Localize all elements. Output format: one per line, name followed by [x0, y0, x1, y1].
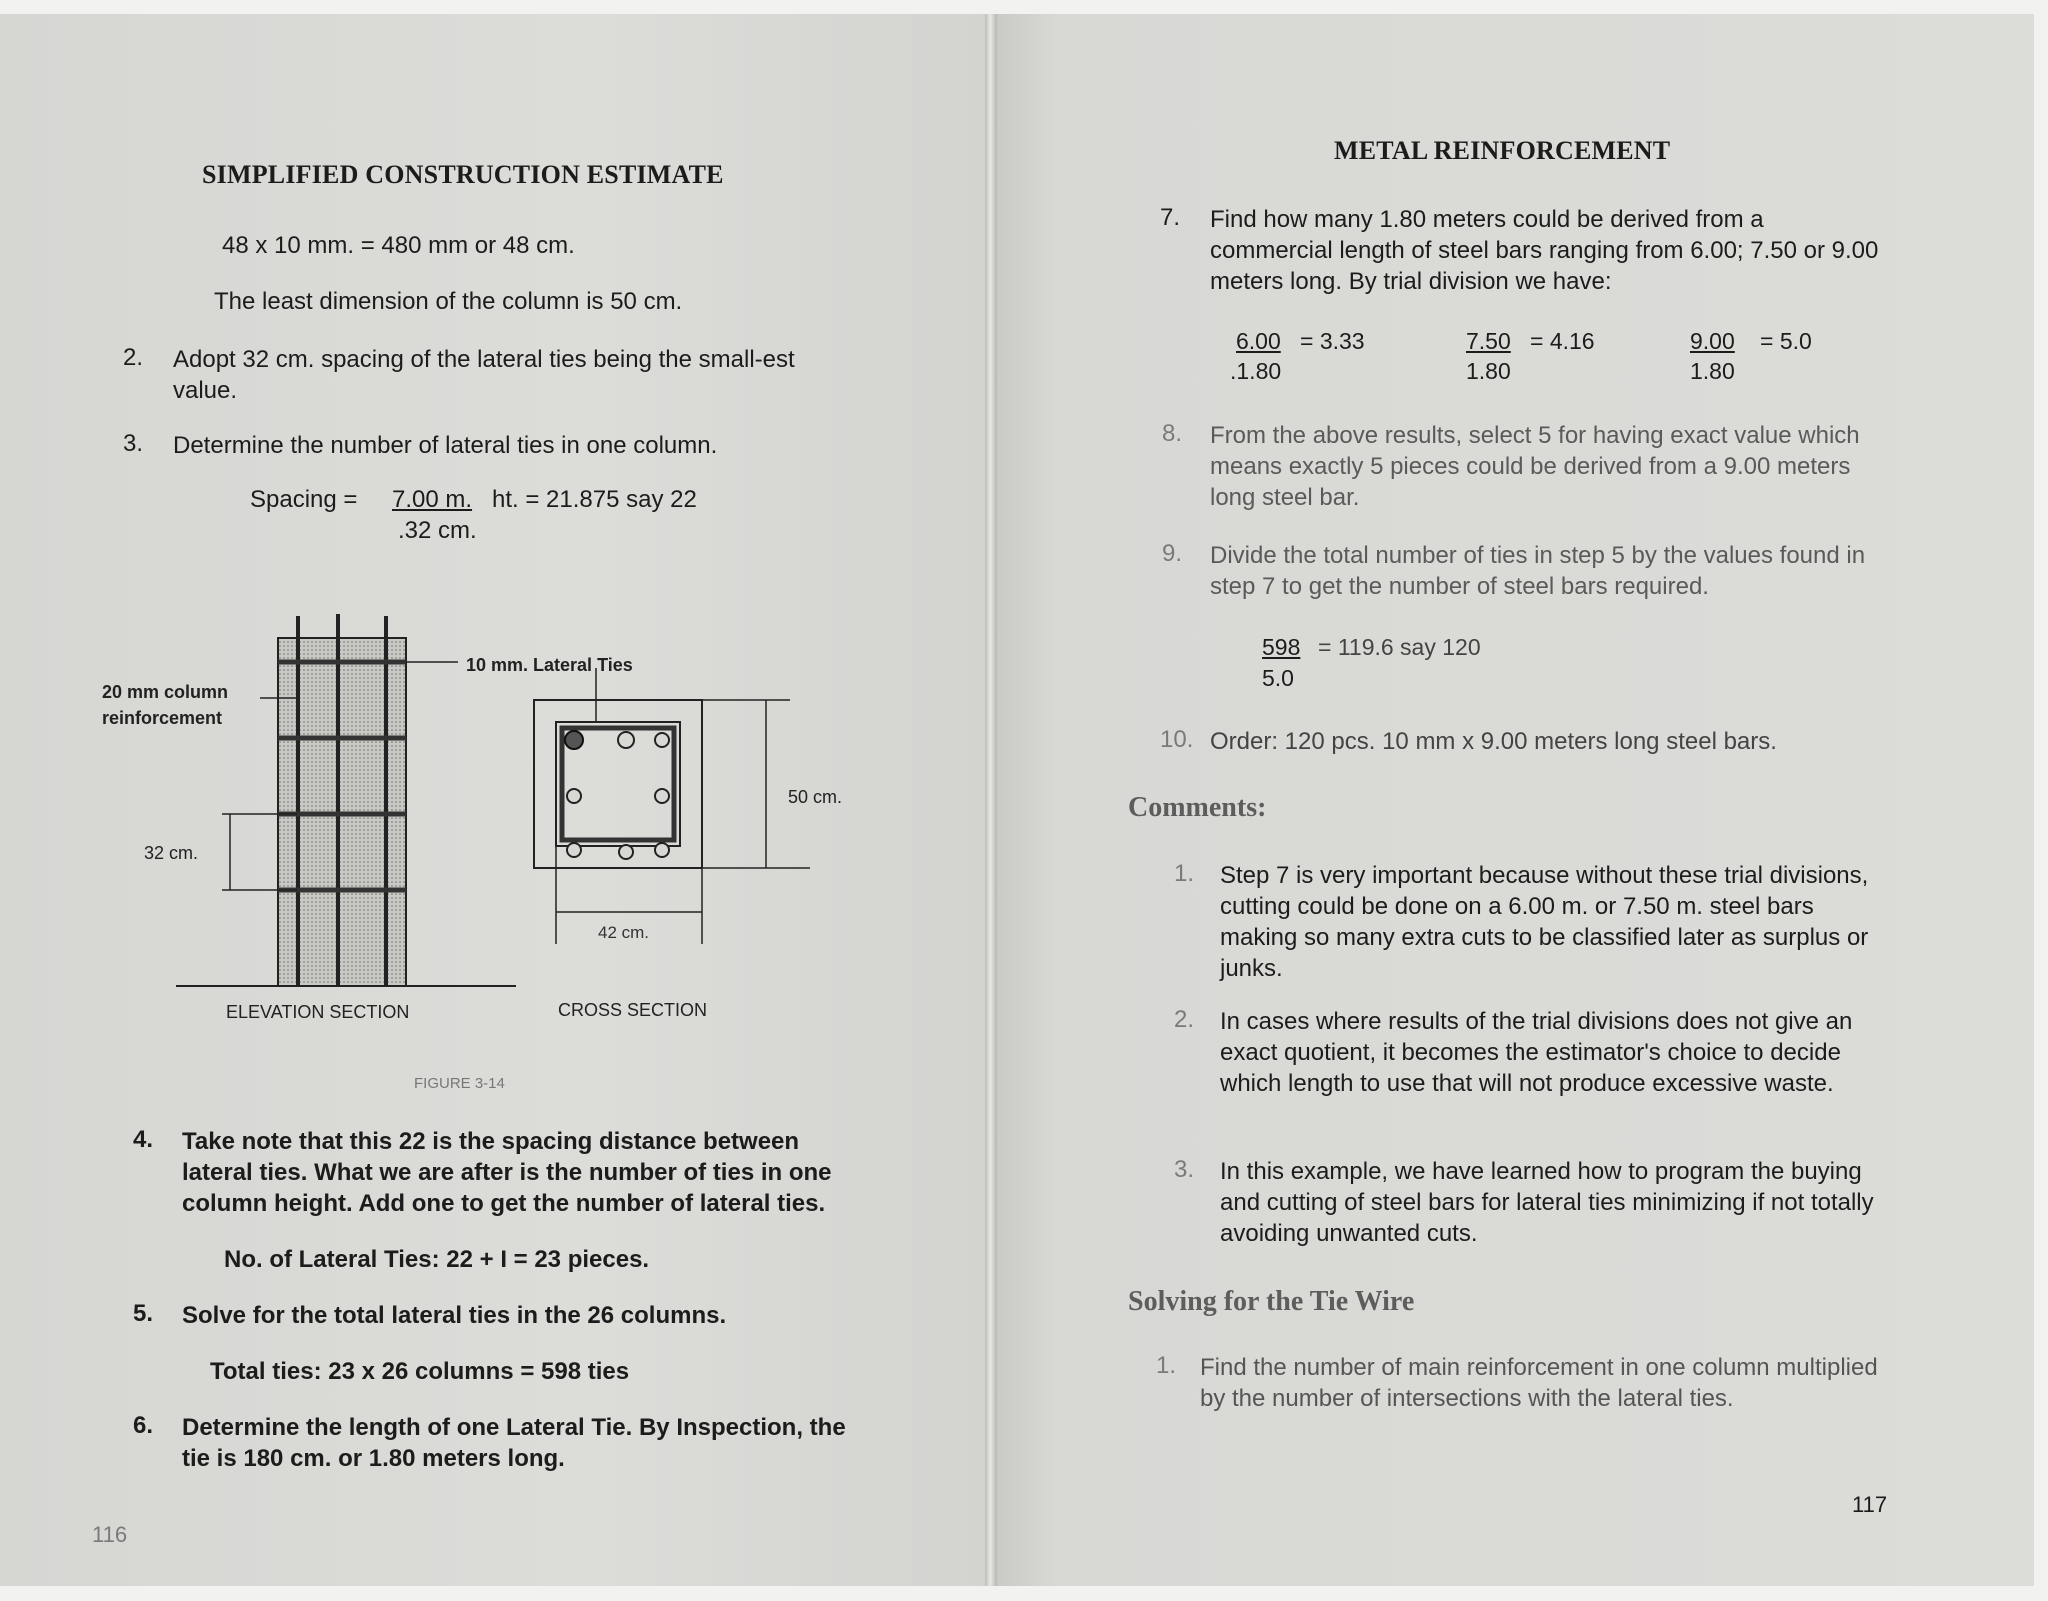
- right-page-header: METAL REINFORCEMENT: [1334, 136, 1671, 165]
- tie-wire-step-1-text: Find the number of main reinforcement in one column multiplied by the number of intersections with the lateral ties.: [1200, 1354, 1878, 1412]
- label-cross-section: CROSS SECTION: [558, 1000, 708, 1020]
- step-5-number: 5.: [133, 1300, 154, 1327]
- spacing-denominator: .32 cm.: [398, 517, 477, 544]
- fraction-2-result: = 4.16: [1530, 328, 1595, 354]
- spacing-numerator: 7.00 m.: [392, 486, 473, 513]
- label-column-reinforcement-1: 20 mm column: [102, 682, 229, 702]
- step-4-number: 4.: [133, 1126, 154, 1153]
- step-8-number: 8.: [1162, 420, 1183, 447]
- step-9-text: Divide the total number of ties in step 5 by the values found in step 7 to get the number of steel bars required.: [1210, 542, 1866, 600]
- comment-1-number: 1.: [1174, 860, 1195, 887]
- step-8-text: From the above results, select 5 for having exact value which means exactly 5 pieces could be derived from a 9.00 meters long steel bar.: [1210, 422, 1860, 511]
- left-page-number: 116: [92, 1522, 128, 1547]
- fraction-1-numerator: 6.00: [1236, 328, 1281, 354]
- lateral-ties-count: No. of Lateral Ties: 22 + I = 23 pieces.: [224, 1246, 650, 1273]
- label-42-cm: 42 cm.: [598, 923, 650, 942]
- left-page-header: SIMPLIFIED CONSTRUCTION ESTIMATE: [202, 160, 724, 189]
- comments-heading: Comments:: [1128, 792, 1267, 823]
- division-result: = 119.6 say 120: [1318, 634, 1481, 660]
- spacing-label: Spacing =: [250, 486, 358, 513]
- step-6-number: 6.: [133, 1412, 154, 1439]
- step-3-number: 3.: [123, 430, 144, 457]
- fraction-3-denominator: 1.80: [1690, 358, 1735, 384]
- step-7-text: Find how many 1.80 meters could be derived from a commercial length of steel bars ranging from 6.00; 7.50 or 9.00 meters long. By trial division we have:: [1210, 206, 1879, 295]
- calc-line-48: 48 x 10 mm. = 480 mm or 48 cm.: [222, 232, 575, 259]
- fraction-1-result: = 3.33: [1300, 328, 1365, 354]
- figure-column-sections: [90, 600, 870, 1120]
- division-numerator: 598: [1262, 634, 1301, 660]
- step-5-text: Solve for the total lateral ties in the 26 columns.: [182, 1302, 727, 1329]
- step-10-number: 10.: [1160, 726, 1194, 753]
- total-ties-line: Total ties: 23 x 26 columns = 598 ties: [210, 1358, 630, 1385]
- comment-3-text: In this example, we have learned how to program the buying and cutting of steel bars for lateral ties minimizing if not totally avoiding unwanted cuts.: [1220, 1158, 1874, 1247]
- step-3-text: Determine the number of lateral ties in one column.: [173, 432, 718, 459]
- elevation-section-drawing: [176, 614, 516, 986]
- cross-section-drawing: [534, 668, 810, 944]
- fraction-3-result: = 5.0: [1760, 328, 1812, 354]
- step-4-text: Take note that this 22 is the spacing distance between lateral ties. What we are after is the number of ties in one column height. Add one to get the number of lateral ties.: [182, 1128, 832, 1217]
- label-lateral-ties: 10 mm. Lateral Ties: [466, 655, 633, 675]
- fraction-1-denominator: .1.80: [1230, 358, 1282, 384]
- step-6-text: Determine the length of one Lateral Tie. By Inspection, the tie is 180 cm. or 1.80 meters long.: [182, 1414, 846, 1472]
- label-32-cm: 32 cm.: [144, 843, 199, 863]
- division-denominator: 5.0: [1262, 665, 1294, 691]
- step-9-number: 9.: [1162, 540, 1183, 567]
- step-2-number: 2.: [123, 344, 144, 371]
- tie-wire-heading: Solving for the Tie Wire: [1128, 1286, 1415, 1317]
- right-page-number: 117: [1852, 1492, 1888, 1517]
- figure-caption: FIGURE 3-14: [414, 1075, 505, 1092]
- label-elevation-section: ELEVATION SECTION: [226, 1002, 410, 1022]
- comment-1-text: Step 7 is very important because without these trial divisions, cutting could be done on a 6.00 m. or 7.50 m. steel bars making so many extra cuts to be classified later as surplus or junks.: [1220, 862, 1869, 982]
- step-2-text: Adopt 32 cm. spacing of the lateral ties being the small-est value.: [173, 346, 795, 404]
- comment-3-number: 3.: [1174, 1156, 1195, 1183]
- tie-wire-step-1-number: 1.: [1156, 1352, 1177, 1379]
- label-column-reinforcement-2: reinforcement: [102, 708, 223, 728]
- step-7-number: 7.: [1160, 204, 1181, 231]
- comment-2-text: In cases where results of the trial divisions does not give an exact quotient, it becomes the estimator's choice to decide which length to use that will not produce excessive waste.: [1220, 1008, 1853, 1097]
- book-gutter: [985, 14, 997, 1586]
- step-10-text: Order: 120 pcs. 10 mm x 9.00 meters long steel bars.: [1210, 728, 1777, 755]
- fraction-3-numerator: 9.00: [1690, 328, 1735, 354]
- fraction-2-denominator: 1.80: [1466, 358, 1511, 384]
- fraction-2-numerator: 7.50: [1466, 328, 1511, 354]
- least-dimension-line: The least dimension of the column is 50 cm.: [214, 288, 683, 315]
- spacing-result: ht. = 21.875 say 22: [492, 486, 697, 513]
- comment-2-number: 2.: [1174, 1006, 1195, 1033]
- label-50-cm: 50 cm.: [788, 787, 843, 807]
